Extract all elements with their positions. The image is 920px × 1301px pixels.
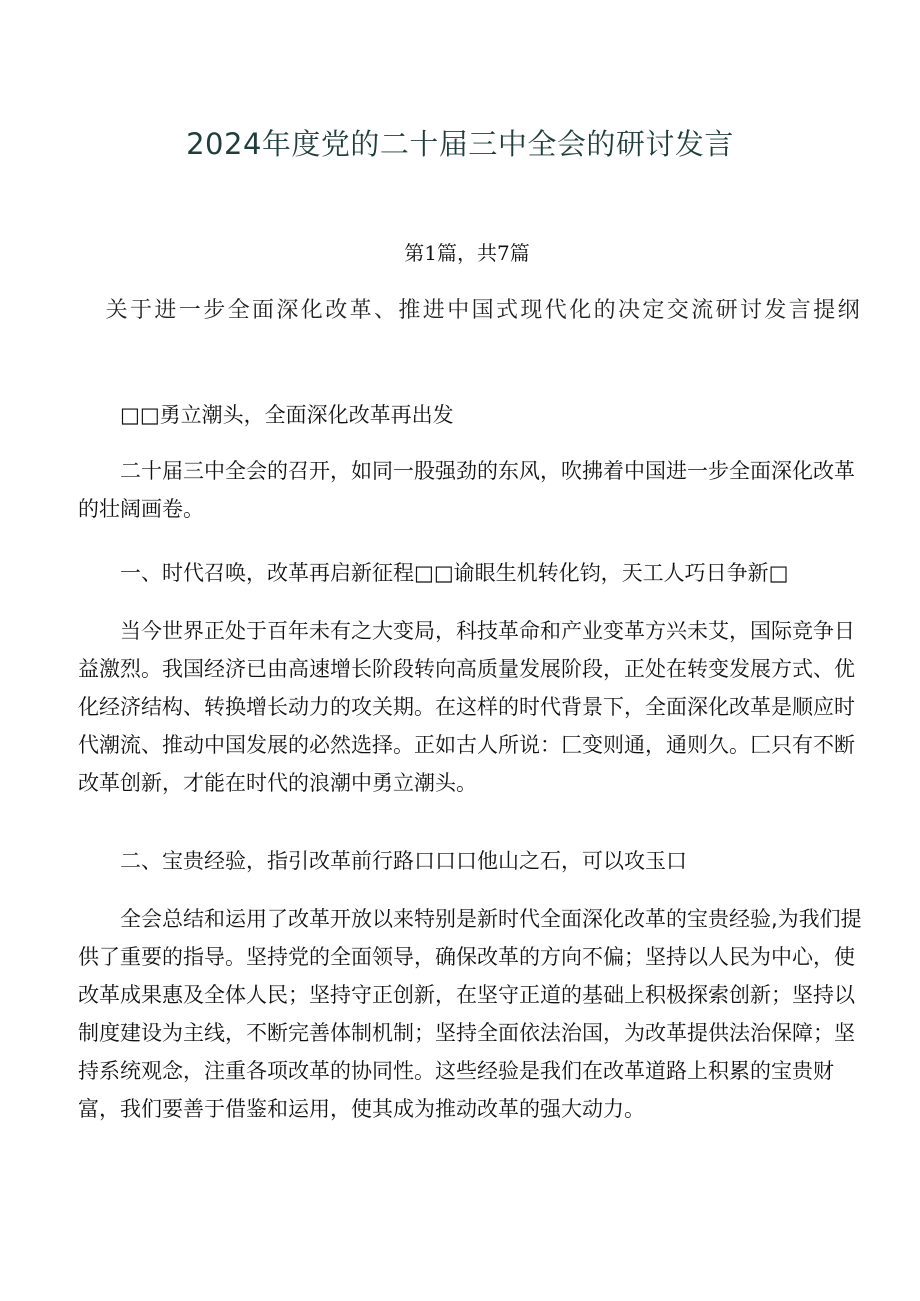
section-heading-1: 一、时代召唤，改革再启新征程□□谕眼生机转化钧，天工人巧日争新□ xyxy=(120,561,789,585)
section-heading-intro: □□勇立潮头，全面深化改革再出发 xyxy=(120,403,454,427)
paragraph-intro: 二十届三中全会的召开，如同一股强劲的东风，吹拂着中国进一步全面深化改革的壮阔画卷。 xyxy=(78,459,855,521)
document-title: 2024年度党的二十届三中全会的研讨发言 xyxy=(186,127,734,161)
paragraph-1: 当今世界正处于百年未有之大变局，科技革命和产业变革方兴未艾，国际竞争日益激烈。我国经济已由高速增长阶段转向高质量发展阶段，正处在转变发展方式、优化经济结构、转换增长动力的攻关期。在这样的时代背景下，全面深化改革是顺应时代潮流、推动中国发展的必然选择。正如古人所说：匚变则通，通则久。匚只有不断改革创新，才能在时代的浪潮中勇立潮头。 xyxy=(78,619,855,795)
subtitle: 关于进一步全面深化改革、推进中国式现代化的决定交流研讨发言提纲 xyxy=(105,298,862,323)
paragraph-2: 全会总结和运用了改革开放以来特别是新时代全面深化改革的宝贵经验,为我们提供了重要的指导。坚持党的全面领导，确保改革的方向不偏；坚持以人民为中心，使改革成果惠及全体人民；坚持守正创新，在坚守正道的基础上积极探索创新；坚持以制度建设为主线，不断完善体制机制；坚持全面依法治国，为改革提供法治保障；坚持系统观念，注重各项改革的协同性。这些经验是我们在改革道路上积累的宝贵财富，我们要善于借鉴和运用，使其成为推动改革的强大动力。 xyxy=(78,907,862,1121)
section-heading-2: 二、宝贵经验，指引改革前行路口口口他山之石，可以攻玉口 xyxy=(120,849,687,873)
part-label: 第1篇，共7篇 xyxy=(404,241,530,265)
